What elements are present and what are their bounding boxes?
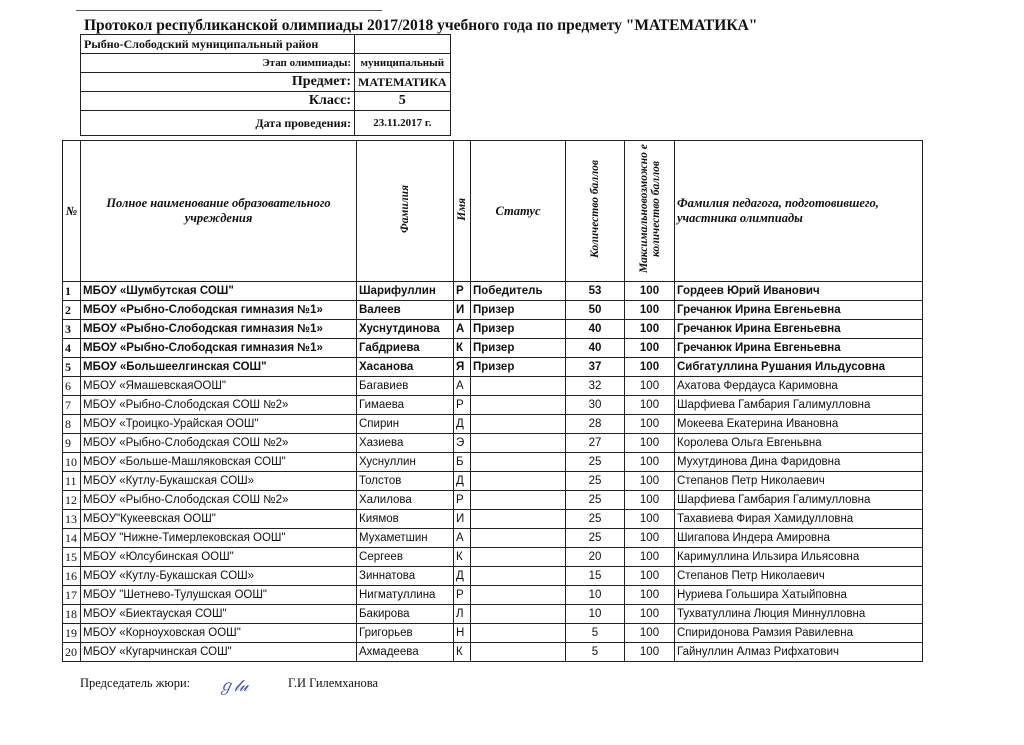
- teacher-cell: Гордеев Юрий Иванович: [675, 282, 923, 301]
- surname-cell: Киямов: [357, 510, 454, 529]
- first-initial-cell: Н: [454, 624, 471, 643]
- status-cell: Призер: [471, 320, 566, 339]
- max-score-cell: 100: [625, 643, 675, 662]
- teacher-cell: Степанов Петр Николаевич: [675, 567, 923, 586]
- max-score-cell: 100: [625, 529, 675, 548]
- results-table: [62, 140, 923, 662]
- table-row: [63, 320, 923, 339]
- chair-label: Председатель жюри:: [80, 676, 191, 690]
- school-cell: МБОУ «Кутлу-Букашская СОШ»: [81, 472, 357, 491]
- row-number-cell: 3: [63, 320, 81, 339]
- teacher-cell: Нуриева Гольшира Хатыйповна: [675, 586, 923, 605]
- teacher-cell: Мухутдинова Дина Фаридовна: [675, 453, 923, 472]
- status-cell: [471, 586, 566, 605]
- surname-cell: Ахмадеева: [357, 643, 454, 662]
- surname-cell: Нигматуллина: [357, 586, 454, 605]
- first-initial-cell: Д: [454, 567, 471, 586]
- school-cell: МБОУ «Рыбно-Слободская СОШ №2»: [81, 434, 357, 453]
- max-score-cell: 100: [625, 358, 675, 377]
- max-score-cell: 100: [625, 491, 675, 510]
- school-cell: МБОУ «Троицко-Урайская ООШ": [81, 415, 357, 434]
- header-max: Максимальновозможно е количество баллов: [637, 144, 662, 274]
- table-row: [63, 339, 923, 358]
- max-score-cell: 100: [625, 396, 675, 415]
- table-row: [63, 605, 923, 624]
- row-number-cell: 9: [63, 434, 81, 453]
- first-initial-cell: Д: [454, 415, 471, 434]
- max-score-cell: 100: [625, 434, 675, 453]
- teacher-cell: Тахавиева Фирая Хамидулловна: [675, 510, 923, 529]
- teacher-cell: Ахатова Фердауса Каримовна: [675, 377, 923, 396]
- row-number-cell: 10: [63, 453, 81, 472]
- status-cell: [471, 491, 566, 510]
- date-value: 23.11.2017 г.: [355, 111, 451, 136]
- teacher-cell: Шигапова Индера Амировна: [675, 529, 923, 548]
- table-row: [63, 624, 923, 643]
- table-row: [63, 548, 923, 567]
- max-score-cell: 100: [625, 415, 675, 434]
- status-cell: Призер: [471, 358, 566, 377]
- row-number-cell: 5: [63, 358, 81, 377]
- table-row: [63, 510, 923, 529]
- first-initial-cell: И: [454, 301, 471, 320]
- max-score-cell: 100: [625, 339, 675, 358]
- subject-value: МАТЕМАТИКА: [355, 73, 451, 92]
- signature: ℊ𝓁𝓊: [218, 678, 249, 695]
- school-cell: МБОУ"Кукеевская ООШ": [81, 510, 357, 529]
- score-cell: 25: [566, 472, 625, 491]
- row-number-cell: 8: [63, 415, 81, 434]
- chair-name: Г.И Гилемханова: [288, 676, 379, 690]
- teacher-cell: Гречанюк Ирина Евгеньевна: [675, 320, 923, 339]
- surname-cell: Халилова: [357, 491, 454, 510]
- first-initial-cell: Л: [454, 605, 471, 624]
- school-cell: МБОУ «Рыбно-Слободская СОШ №2»: [81, 491, 357, 510]
- score-cell: 37: [566, 358, 625, 377]
- score-cell: 50: [566, 301, 625, 320]
- header-score: Количество баллов: [589, 160, 601, 258]
- table-row: [63, 396, 923, 415]
- score-cell: 40: [566, 339, 625, 358]
- row-number-cell: 4: [63, 339, 81, 358]
- table-row: [63, 434, 923, 453]
- first-initial-cell: А: [454, 529, 471, 548]
- first-initial-cell: А: [454, 377, 471, 396]
- status-cell: [471, 472, 566, 491]
- surname-cell: Шарифуллин: [357, 282, 454, 301]
- status-cell: [471, 453, 566, 472]
- surname-cell: Габдриева: [357, 339, 454, 358]
- score-cell: 27: [566, 434, 625, 453]
- first-initial-cell: Б: [454, 453, 471, 472]
- stage-value: муниципальный: [355, 54, 451, 73]
- teacher-cell: Степанов Петр Николаевич: [675, 472, 923, 491]
- surname-cell: Толстов: [357, 472, 454, 491]
- school-cell: МБОУ «Рыбно-Слободская гимназия №1»: [81, 339, 357, 358]
- status-cell: [471, 377, 566, 396]
- row-number-cell: 14: [63, 529, 81, 548]
- max-score-cell: 100: [625, 624, 675, 643]
- row-number-cell: 18: [63, 605, 81, 624]
- teacher-cell: Тухватуллина Люция Миннулловна: [675, 605, 923, 624]
- school-cell: МБОУ «Корноуховская ООШ": [81, 624, 357, 643]
- max-score-cell: 100: [625, 586, 675, 605]
- surname-cell: Мухаметшин: [357, 529, 454, 548]
- school-cell: МБОУ «ЯмашевскаяООШ": [81, 377, 357, 396]
- table-row: [63, 415, 923, 434]
- teacher-cell: Королева Ольга Евгеньвна: [675, 434, 923, 453]
- status-cell: [471, 510, 566, 529]
- score-cell: 10: [566, 586, 625, 605]
- status-cell: [471, 643, 566, 662]
- table-row: [63, 491, 923, 510]
- school-cell: МБОУ «Рыбно-Слободская гимназия №1»: [81, 320, 357, 339]
- teacher-cell: Шарфиева Гамбария Галимулловна: [675, 491, 923, 510]
- status-cell: [471, 567, 566, 586]
- header-surname: Фамилия: [399, 184, 411, 234]
- date-label: Дата проведения:: [81, 111, 355, 136]
- class-label: Класс:: [81, 92, 355, 111]
- row-number-cell: 17: [63, 586, 81, 605]
- surname-cell: Багавиев: [357, 377, 454, 396]
- table-row: [63, 586, 923, 605]
- row-number-cell: 6: [63, 377, 81, 396]
- school-cell: МБОУ «Кутлу-Букашская СОШ»: [81, 567, 357, 586]
- first-initial-cell: К: [454, 548, 471, 567]
- first-initial-cell: А: [454, 320, 471, 339]
- school-cell: МБОУ "Нижне-Тимерлековская ООШ": [81, 529, 357, 548]
- table-row: [63, 453, 923, 472]
- meta-table: [80, 34, 451, 136]
- header-teacher: Фамилия педагога, подготовившего, участника олимпиады: [675, 141, 923, 282]
- status-cell: Призер: [471, 339, 566, 358]
- school-cell: МБОУ "Шетнево-Тулушская ООШ": [81, 586, 357, 605]
- row-number-cell: 19: [63, 624, 81, 643]
- school-cell: МБОУ «Биектауская СОШ": [81, 605, 357, 624]
- first-initial-cell: Р: [454, 491, 471, 510]
- score-cell: 53: [566, 282, 625, 301]
- score-cell: 28: [566, 415, 625, 434]
- row-number-cell: 1: [63, 282, 81, 301]
- first-initial-cell: К: [454, 643, 471, 662]
- row-number-cell: 16: [63, 567, 81, 586]
- row-number-cell: 13: [63, 510, 81, 529]
- teacher-cell: Шарфиева Гамбария Галимулловна: [675, 396, 923, 415]
- header-num: №: [63, 141, 81, 282]
- max-score-cell: 100: [625, 605, 675, 624]
- stage-label: Этап олимпиады:: [81, 54, 355, 73]
- status-cell: Призер: [471, 301, 566, 320]
- first-initial-cell: Р: [454, 586, 471, 605]
- subject-label: Предмет:: [81, 73, 355, 92]
- first-initial-cell: Э: [454, 434, 471, 453]
- teacher-cell: Сибгатуллина Рушания Ильдусовна: [675, 358, 923, 377]
- top-rule: [76, 10, 382, 11]
- teacher-cell: Гречанюк Ирина Евгеньевна: [675, 301, 923, 320]
- teacher-cell: Гречанюк Ирина Евгеньевна: [675, 339, 923, 358]
- max-score-cell: 100: [625, 510, 675, 529]
- score-cell: 25: [566, 529, 625, 548]
- table-row: [63, 377, 923, 396]
- max-score-cell: 100: [625, 567, 675, 586]
- teacher-cell: Гайнуллин Алмаз Рифхатович: [675, 643, 923, 662]
- score-cell: 25: [566, 510, 625, 529]
- surname-cell: Гимаева: [357, 396, 454, 415]
- first-initial-cell: И: [454, 510, 471, 529]
- school-cell: МБОУ «Больше-Машляковская СОШ": [81, 453, 357, 472]
- max-score-cell: 100: [625, 472, 675, 491]
- score-cell: 25: [566, 453, 625, 472]
- table-row: [63, 643, 923, 662]
- max-score-cell: 100: [625, 453, 675, 472]
- status-cell: [471, 605, 566, 624]
- status-cell: [471, 624, 566, 643]
- school-cell: МБОУ «Рыбно-Слободская гимназия №1»: [81, 301, 357, 320]
- first-initial-cell: Я: [454, 358, 471, 377]
- status-cell: [471, 434, 566, 453]
- school-cell: МБОУ «Большеелгинская СОШ": [81, 358, 357, 377]
- school-cell: МБОУ «Шумбутская СОШ": [81, 282, 357, 301]
- district: Рыбно-Слободский муниципальный район: [81, 35, 355, 54]
- max-score-cell: 100: [625, 301, 675, 320]
- surname-cell: Зиннатова: [357, 567, 454, 586]
- score-cell: 15: [566, 567, 625, 586]
- table-row: [63, 567, 923, 586]
- table-row: [63, 301, 923, 320]
- table-row: [63, 358, 923, 377]
- score-cell: 30: [566, 396, 625, 415]
- surname-cell: Спирин: [357, 415, 454, 434]
- status-cell: [471, 396, 566, 415]
- header-name: Имя: [456, 197, 468, 221]
- document-title: Протокол республиканской олимпиады 2017/2018 учебного года по предмету "МАТЕМАТИКА": [84, 17, 758, 34]
- surname-cell: Валеев: [357, 301, 454, 320]
- header-school: Полное наименование образовательного учреждения: [81, 141, 357, 282]
- max-score-cell: 100: [625, 282, 675, 301]
- max-score-cell: 100: [625, 548, 675, 567]
- row-number-cell: 12: [63, 491, 81, 510]
- teacher-cell: Каримуллина Ильзира Ильясовна: [675, 548, 923, 567]
- score-cell: 5: [566, 643, 625, 662]
- first-initial-cell: Р: [454, 282, 471, 301]
- score-cell: 40: [566, 320, 625, 339]
- teacher-cell: Спиридонова Рамзия Равилевна: [675, 624, 923, 643]
- table-row: [63, 282, 923, 301]
- school-cell: МБОУ «Юлсубинская ООШ": [81, 548, 357, 567]
- status-cell: [471, 548, 566, 567]
- table-row: [63, 472, 923, 491]
- surname-cell: Сергеев: [357, 548, 454, 567]
- row-number-cell: 15: [63, 548, 81, 567]
- teacher-cell: Мокеева Екатерина Ивановна: [675, 415, 923, 434]
- table-row: [63, 529, 923, 548]
- score-cell: 5: [566, 624, 625, 643]
- surname-cell: Хасанова: [357, 358, 454, 377]
- score-cell: 25: [566, 491, 625, 510]
- row-number-cell: 7: [63, 396, 81, 415]
- score-cell: 10: [566, 605, 625, 624]
- surname-cell: Бакирова: [357, 605, 454, 624]
- header-status: Статус: [471, 141, 566, 282]
- surname-cell: Хазиева: [357, 434, 454, 453]
- header-row: [63, 141, 923, 282]
- surname-cell: Григорьев: [357, 624, 454, 643]
- row-number-cell: 2: [63, 301, 81, 320]
- surname-cell: Хуснутдинова: [357, 320, 454, 339]
- row-number-cell: 20: [63, 643, 81, 662]
- max-score-cell: 100: [625, 377, 675, 396]
- school-cell: МБОУ «Кугарчинская СОШ": [81, 643, 357, 662]
- status-cell: [471, 529, 566, 548]
- class-value: 5: [355, 92, 451, 111]
- surname-cell: Хуснуллин: [357, 453, 454, 472]
- first-initial-cell: К: [454, 339, 471, 358]
- max-score-cell: 100: [625, 320, 675, 339]
- row-number-cell: 11: [63, 472, 81, 491]
- score-cell: 20: [566, 548, 625, 567]
- score-cell: 32: [566, 377, 625, 396]
- first-initial-cell: Д: [454, 472, 471, 491]
- status-cell: Победитель: [471, 282, 566, 301]
- school-cell: МБОУ «Рыбно-Слободская СОШ №2»: [81, 396, 357, 415]
- status-cell: [471, 415, 566, 434]
- first-initial-cell: Р: [454, 396, 471, 415]
